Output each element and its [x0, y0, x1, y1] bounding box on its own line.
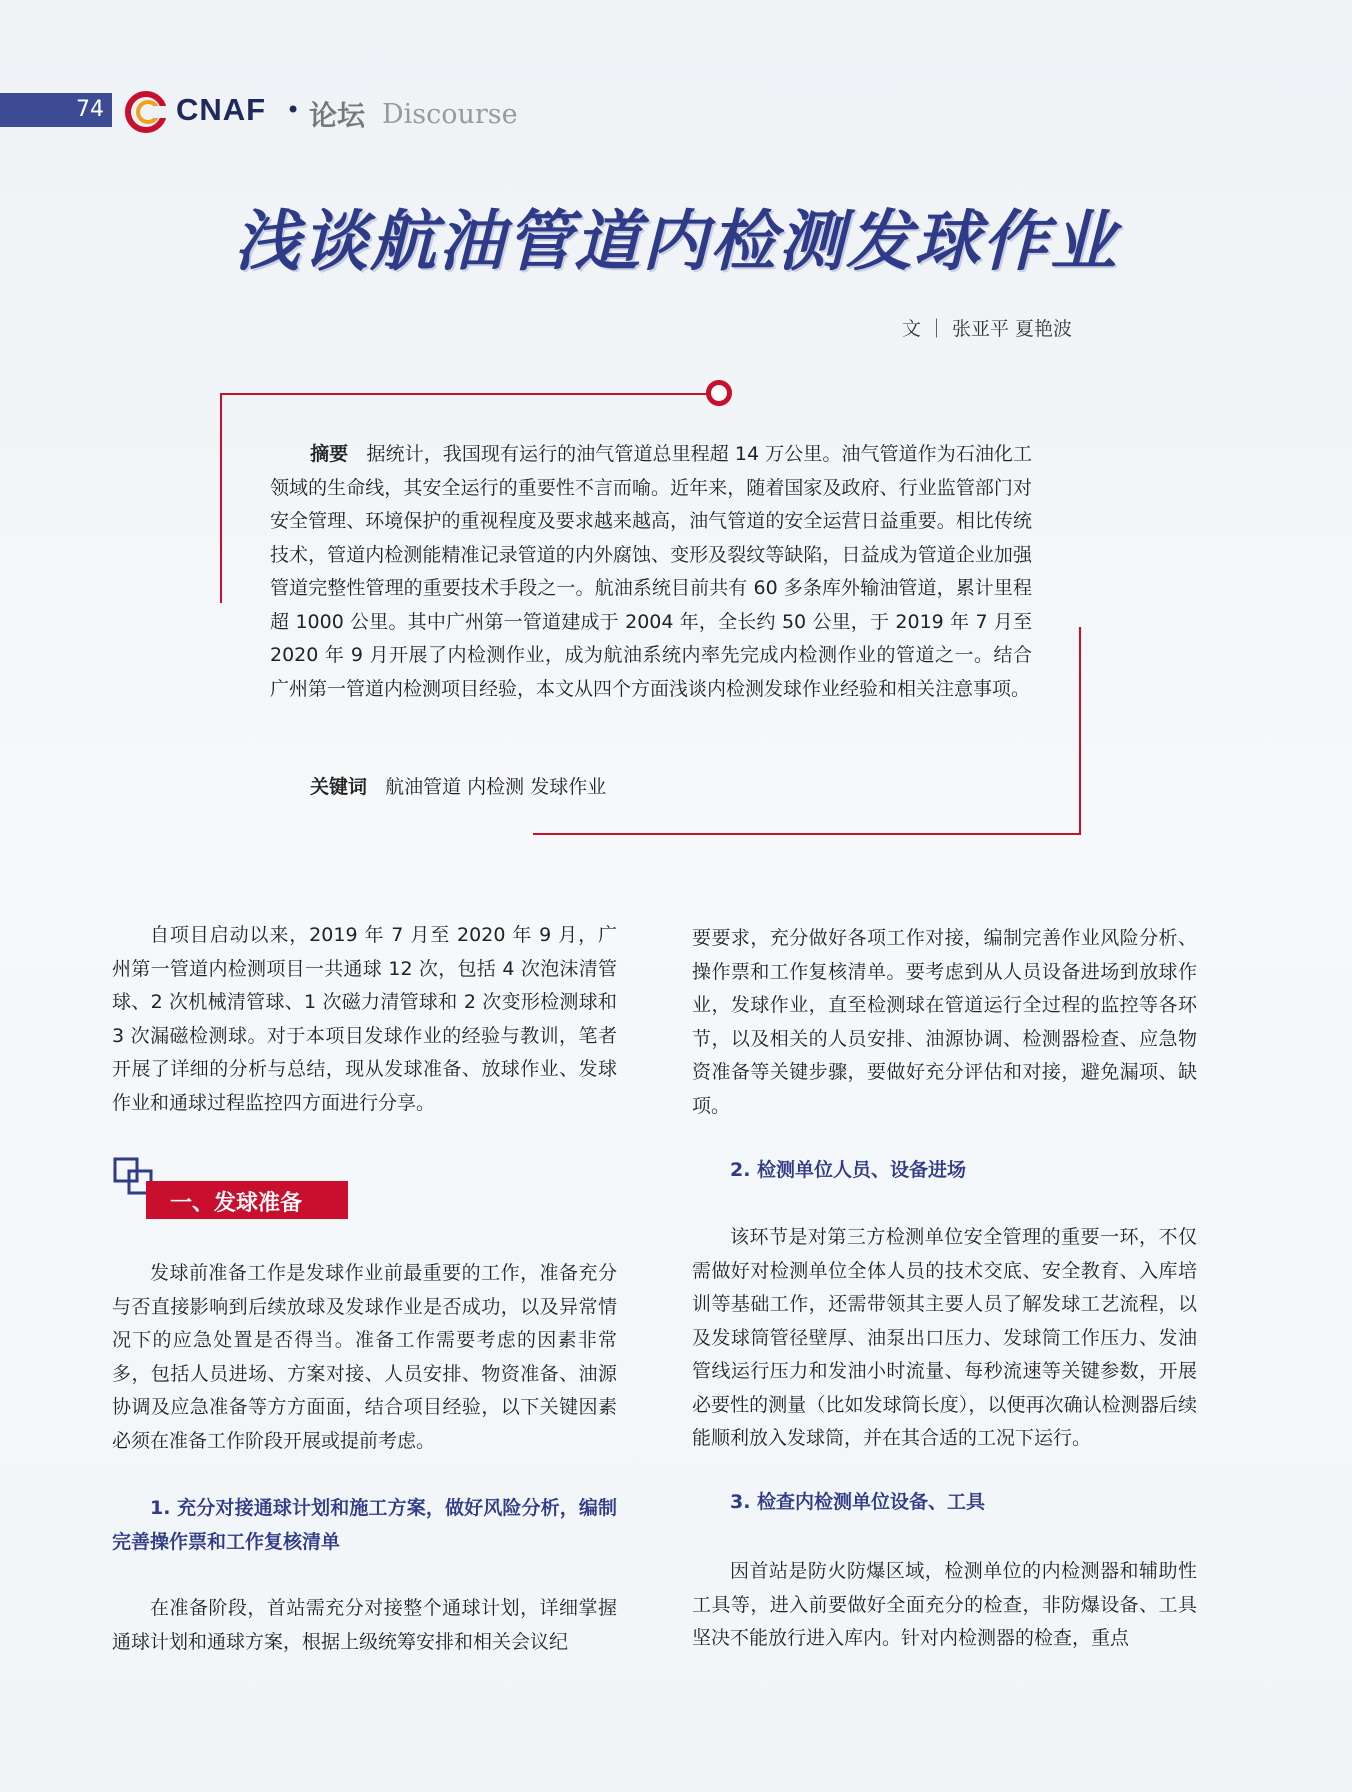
left-column-intro	[112, 919, 617, 1120]
right-column-cont	[692, 922, 1197, 1123]
left-column-body	[112, 1257, 617, 1458]
right-column-body	[692, 1221, 1197, 1456]
frame-bottom-line	[533, 833, 1081, 835]
frame-top-line	[220, 393, 708, 395]
frame-left-line	[220, 393, 222, 603]
subheading-1-paragraph: 在准备阶段，首站需充分对接整个通球计划，详细掌握通球计划和通球方案，根据上级统筹安排和相关会议纪	[112, 1597, 617, 1653]
abstract	[270, 438, 1032, 706]
subheading-2-block	[692, 1154, 1197, 1188]
section-name-en: Discourse	[382, 99, 518, 130]
subheading-2: 2. 检测单位人员、设备进场	[730, 1159, 967, 1181]
subheading-1: 1. 充分对接通球计划和施工方案，做好风险分析，编制完善操作票和工作复核清单	[112, 1497, 617, 1553]
keywords-label: 关键词	[310, 776, 368, 798]
continued-paragraph: 要要求，充分做好各项工作对接，编制完善作业风险分析、操作票和工作复核清单。要考虑到从人员设备进场到放球作业，发球作业，直至检测球在管道运行全过程的监控等各环节，以及相关的人员安排、油源协调、检测器检查、应急物资准备等关键步骤，要做好充分评估和对接，避免漏项、缺项。	[692, 927, 1197, 1117]
section-heading: 一、发球准备	[170, 1191, 303, 1216]
frame-right-line	[1079, 627, 1081, 835]
article-title: 浅谈航油管道内检测发球作业	[234, 203, 1118, 280]
keywords-text: 航油管道 内检测 发球作业	[385, 776, 607, 798]
subheading-3: 3. 检查内检测单位设备、工具	[730, 1491, 986, 1513]
frame-ring-icon	[706, 380, 732, 406]
subheading-2-paragraph: 该环节是对第三方检测单位安全管理的重要一环，不仅需做好对检测单位全体人员的技术交底、安全教育、入库培训等基础工作，还需带领其主要人员了解发球工艺流程，以及发球筒管径壁厚、油泵出口压力、发球筒工作压力、发油管线运行压力和发油小时流量、每秒流速等关键参数，开展必要性的测量（比如发球筒长度），以便再次确认检测器后续能顺利放入发球筒，并在其合适的工况下运行。	[692, 1226, 1197, 1449]
left-column-tail	[112, 1592, 617, 1659]
subheading-1-block	[112, 1492, 617, 1559]
brand-name: CNAF	[176, 92, 267, 127]
abstract-text: 据统计，我国现有运行的油气管道总里程超 14 万公里。油气管道作为石油化工领域的生命线，其安全运行的重要性不言而喻。近年来，随着国家及政府、行业监管部门对安全管理、环境保护的重视程度及要求越来越高，油气管道的安全运营日益重要。相比传统技术，管道内检测能精准记录管道的内外腐蚀、变形及裂纹等缺陷，日益成为管道企业加强管道完整性管理的重要技术手段之一。航油系统目前共有 60 多条库外输油管道，累计里程超 1000 公里。其中广州第一管道建成于 2004 年，全长约 50 公里，于 2019 年 7 月至 2020 年 9 月开展了内检测作业，成为航油系统内率先完成内检测作业的管道之一。结合广州第一管道内检测项目经验，本文从四个方面浅谈内检测发球作业经验和相关注意事项。	[270, 443, 1032, 700]
subheading-3-paragraph: 因首站是防火防爆区域，检测单位的内检测器和辅助性工具等，进入前要做好全面充分的检查，非防爆设备、工具坚决不能放行进入库内。针对内检测器的检查，重点	[692, 1560, 1197, 1649]
keywords	[310, 772, 606, 799]
byline: 文 ｜ 张亚平 夏艳波	[901, 318, 1072, 340]
cnaf-logo-icon	[124, 90, 168, 134]
section-name: 论坛	[309, 99, 366, 132]
right-column-tail	[692, 1555, 1197, 1656]
abstract-label: 摘要	[310, 443, 349, 465]
brand-separator: •	[286, 96, 301, 124]
subheading-3-block	[692, 1486, 1197, 1520]
intro-paragraph: 自项目启动以来，2019 年 7 月至 2020 年 9 月，广州第一管道内检测项目一共通球 12 次，包括 4 次泡沫清管球、2 次机械清管球、1 次磁力清管球和 2 次变形检测球和 3 次漏磁检测球。对于本项目发球作业的经验与教训，笔者开展了详细的分析与总结，现从发球准备、放球作业、发球作业和通球过程监控四方面进行分享。	[112, 924, 617, 1114]
page-number: 74	[76, 97, 104, 122]
section1-paragraph: 发球前准备工作是发球作业前最重要的工作，准备充分与否直接影响到后续放球及发球作业是否成功，以及异常情况下的应急处置是否得当。准备工作需要考虑的因素非常多，包括人员进场、方案对接、人员安排、物资准备、油源协调及应急准备等方方面面，结合项目经验，以下关键因素必须在准备工作阶段开展或提前考虑。	[112, 1262, 617, 1452]
